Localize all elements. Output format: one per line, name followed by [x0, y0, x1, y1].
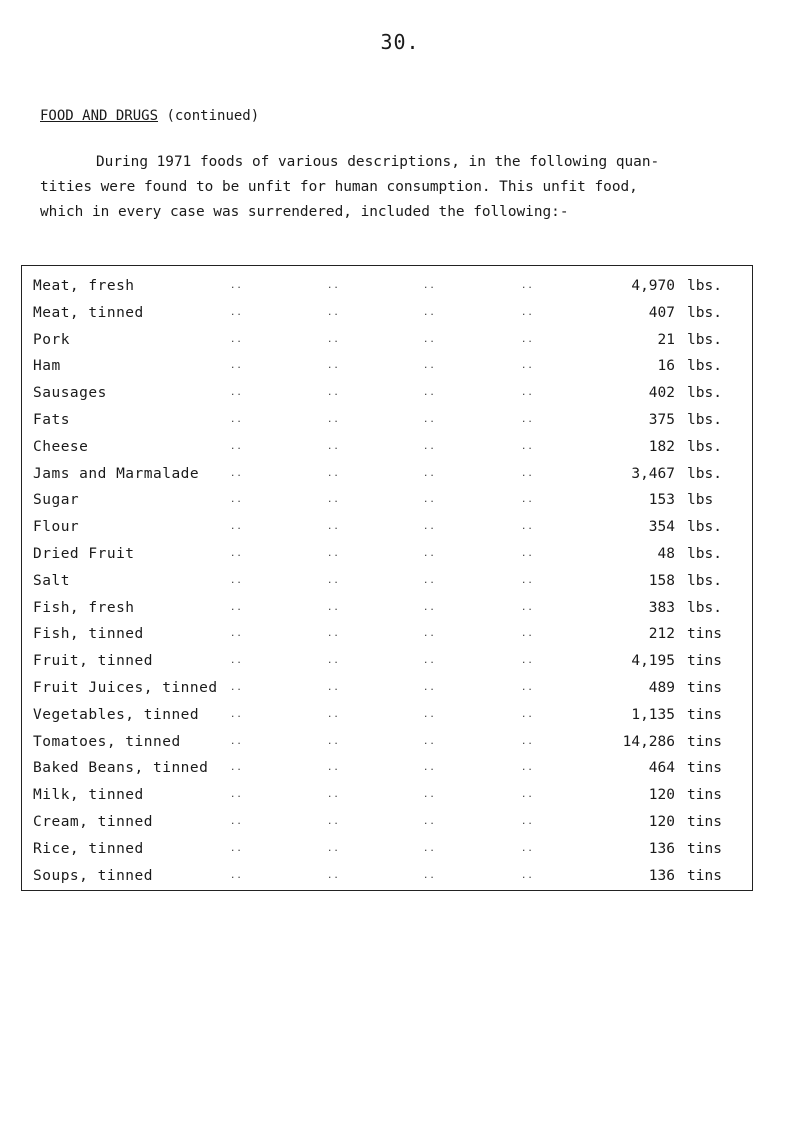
dot-leader: ..: [230, 870, 243, 881]
item-name: Fish, tinned: [33, 626, 144, 643]
dot-leader: ..: [423, 361, 436, 372]
dot-leader: ..: [230, 549, 243, 559]
item-quantity: 402: [648, 385, 675, 402]
dot-leader: ..: [230, 361, 243, 372]
dot-leader: ..: [230, 683, 243, 693]
item-name: Baked Beans, tinned: [33, 760, 209, 777]
item-quantity: 3,467: [631, 465, 675, 482]
dot-leader: ..: [327, 307, 340, 318]
item-name: Cheese: [33, 438, 89, 455]
item-quantity: 120: [648, 787, 675, 804]
table-row: [22, 354, 752, 378]
item-name: Cream, tinned: [33, 814, 153, 830]
item-unit: tins: [687, 867, 722, 884]
dot-leader: ..: [423, 790, 436, 801]
item-quantity: 48: [657, 546, 675, 562]
dot-leader: ..: [521, 522, 534, 533]
dot-leader: ..: [327, 441, 340, 452]
item-unit: lbs.: [687, 519, 722, 536]
dot-leader: ..: [423, 441, 436, 452]
dot-leader: ..: [230, 709, 243, 720]
item-unit: tins: [687, 814, 722, 830]
dot-leader: ..: [521, 817, 534, 827]
item-quantity: 464: [648, 760, 675, 777]
item-name: Jams and Marmalade: [33, 465, 200, 482]
dot-leader: ..: [230, 495, 243, 506]
dot-leader: ..: [327, 843, 340, 854]
dot-leader: ..: [521, 388, 534, 399]
item-quantity: 14,286: [622, 733, 675, 750]
item-quantity: 182: [648, 438, 675, 455]
dot-leader: ..: [521, 736, 534, 747]
dot-leader: ..: [423, 763, 436, 774]
dot-leader: ..: [521, 281, 534, 291]
item-unit: lbs.: [687, 412, 722, 428]
item-quantity: 120: [648, 814, 675, 830]
dot-leader: ..: [423, 602, 436, 613]
item-name: Pork: [33, 331, 70, 348]
item-name: Meat, fresh: [33, 278, 135, 294]
item-unit: tins: [687, 626, 722, 643]
item-quantity: 136: [648, 840, 675, 857]
dot-leader: ..: [423, 495, 436, 506]
dot-leader: ..: [521, 870, 534, 881]
dot-leader: ..: [423, 736, 436, 747]
dot-leader: ..: [230, 307, 243, 318]
dot-leader: ..: [521, 656, 534, 667]
dot-leader: ..: [230, 843, 243, 854]
item-unit: tins: [687, 787, 722, 804]
table-row: [22, 274, 752, 298]
item-unit: lbs.: [687, 438, 722, 455]
item-quantity: 21: [657, 331, 675, 348]
item-name: Flour: [33, 519, 80, 536]
dot-leader: ..: [230, 629, 243, 640]
intro-line: which in every case was surrendered, included the following:-: [40, 204, 569, 220]
item-name: Dried Fruit: [33, 546, 135, 562]
item-unit: tins: [687, 706, 722, 723]
dot-leader: ..: [521, 683, 534, 693]
item-quantity: 212: [648, 626, 675, 643]
dot-leader: ..: [230, 334, 243, 345]
dot-leader: ..: [327, 495, 340, 506]
item-unit: lbs.: [687, 278, 722, 294]
item-unit: lbs.: [687, 385, 722, 402]
dot-leader: ..: [230, 522, 243, 533]
dot-leader: ..: [327, 602, 340, 613]
table-row: [22, 381, 752, 405]
page-number: 30.: [380, 30, 420, 54]
item-unit: tins: [687, 760, 722, 777]
table-row: [22, 488, 752, 512]
dot-leader: ..: [230, 441, 243, 452]
item-quantity: 4,195: [631, 653, 675, 670]
section-heading-suffix: (continued): [166, 108, 260, 124]
dot-leader: ..: [423, 388, 436, 399]
item-name: Fish, fresh: [33, 599, 135, 616]
item-quantity: 1,135: [631, 706, 675, 723]
item-unit: lbs.: [687, 304, 722, 321]
dot-leader: ..: [423, 307, 436, 318]
dot-leader: ..: [230, 790, 243, 801]
dot-leader: ..: [327, 334, 340, 345]
table-row: [22, 328, 752, 352]
dot-leader: ..: [230, 736, 243, 747]
item-name: Soups, tinned: [33, 867, 153, 884]
dot-leader: ..: [521, 307, 534, 318]
dot-leader: ..: [423, 334, 436, 345]
item-name: Meat, tinned: [33, 304, 144, 321]
dot-leader: ..: [521, 549, 534, 559]
dot-leader: ..: [230, 468, 243, 479]
dot-leader: ..: [230, 602, 243, 613]
intro-paragraph: [40, 150, 760, 225]
item-name: Sugar: [33, 492, 80, 509]
item-unit: tins: [687, 653, 722, 670]
dot-leader: ..: [230, 817, 243, 827]
dot-leader: ..: [423, 656, 436, 667]
dot-leader: ..: [327, 468, 340, 479]
dot-leader: ..: [327, 817, 340, 827]
dot-leader: ..: [521, 629, 534, 640]
item-quantity: 489: [648, 680, 675, 696]
item-unit: lbs.: [687, 546, 722, 562]
dot-leader: ..: [327, 549, 340, 559]
dot-leader: ..: [423, 709, 436, 720]
table-row: [22, 676, 752, 700]
item-quantity: 407: [648, 304, 675, 321]
dot-leader: ..: [521, 415, 534, 425]
dot-leader: ..: [521, 790, 534, 801]
dot-leader: ..: [423, 683, 436, 693]
dot-leader: ..: [521, 441, 534, 452]
item-quantity: 136: [648, 867, 675, 884]
item-name: Fats: [33, 412, 70, 428]
item-name: Fruit, tinned: [33, 653, 153, 670]
table-row: [22, 864, 752, 888]
unfit-food-table: [21, 265, 753, 891]
dot-leader: ..: [521, 763, 534, 774]
intro-line: During 1971 foods of various descriptions, in the following quan-: [96, 154, 660, 170]
dot-leader: ..: [423, 549, 436, 559]
section-heading: [40, 108, 259, 124]
item-unit: lbs.: [687, 572, 722, 589]
dot-leader: ..: [230, 656, 243, 667]
item-unit: lbs.: [687, 465, 722, 482]
item-quantity: 153: [648, 492, 675, 509]
dot-leader: ..: [521, 575, 534, 586]
dot-leader: ..: [521, 843, 534, 854]
dot-leader: ..: [423, 629, 436, 640]
intro-line: tities were found to be unfit for human consumption. This unfit food,: [40, 179, 638, 195]
dot-leader: ..: [423, 870, 436, 881]
dot-leader: ..: [230, 415, 243, 425]
table-row: [22, 810, 752, 834]
dot-leader: ..: [327, 736, 340, 747]
table-row: [22, 408, 752, 432]
dot-leader: ..: [327, 790, 340, 801]
dot-leader: ..: [521, 709, 534, 720]
dot-leader: ..: [423, 843, 436, 854]
dot-leader: ..: [423, 575, 436, 586]
item-quantity: 354: [648, 519, 675, 536]
dot-leader: ..: [423, 415, 436, 425]
item-quantity: 383: [648, 599, 675, 616]
item-quantity: 16: [657, 358, 675, 375]
table-row: [22, 542, 752, 566]
section-heading-title: FOOD AND DRUGS: [40, 108, 159, 124]
dot-leader: ..: [423, 468, 436, 479]
dot-leader: ..: [230, 575, 243, 586]
dot-leader: ..: [327, 388, 340, 399]
dot-leader: ..: [327, 683, 340, 693]
dot-leader: ..: [423, 522, 436, 533]
dot-leader: ..: [327, 281, 340, 291]
item-unit: tins: [687, 840, 722, 857]
item-name: Rice, tinned: [33, 840, 144, 857]
dot-leader: ..: [327, 522, 340, 533]
dot-leader: ..: [521, 468, 534, 479]
item-unit: tins: [687, 733, 722, 750]
dot-leader: ..: [230, 388, 243, 399]
table-row: [22, 756, 752, 780]
dot-leader: ..: [521, 361, 534, 372]
dot-leader: ..: [521, 602, 534, 613]
item-unit: lbs.: [687, 358, 722, 375]
item-unit: lbs: [687, 492, 714, 509]
item-unit: lbs.: [687, 599, 722, 616]
dot-leader: ..: [521, 334, 534, 345]
dot-leader: ..: [327, 763, 340, 774]
item-name: Ham: [33, 358, 61, 375]
item-name: Sausages: [33, 385, 107, 402]
item-name: Fruit Juices, tinned: [33, 680, 218, 696]
dot-leader: ..: [327, 629, 340, 640]
dot-leader: ..: [327, 575, 340, 586]
item-name: Salt: [33, 572, 70, 589]
item-quantity: 375: [648, 412, 675, 428]
dot-leader: ..: [327, 361, 340, 372]
dot-leader: ..: [521, 495, 534, 506]
table-row: [22, 622, 752, 646]
item-unit: tins: [687, 680, 722, 696]
dot-leader: ..: [327, 709, 340, 720]
table-row: [22, 462, 752, 486]
item-name: Milk, tinned: [33, 787, 144, 804]
table-row: [22, 703, 752, 727]
table-row: [22, 837, 752, 861]
dot-leader: ..: [327, 415, 340, 425]
item-name: Vegetables, tinned: [33, 706, 200, 723]
item-unit: lbs.: [687, 331, 722, 348]
item-quantity: 4,970: [631, 278, 675, 294]
dot-leader: ..: [423, 281, 436, 291]
dot-leader: ..: [230, 281, 243, 291]
table-row: [22, 435, 752, 459]
table-row: [22, 596, 752, 620]
table-row: [22, 301, 752, 325]
dot-leader: ..: [423, 817, 436, 827]
dot-leader: ..: [230, 763, 243, 774]
item-quantity: 158: [648, 572, 675, 589]
table-row: [22, 783, 752, 807]
table-row: [22, 649, 752, 673]
table-row: [22, 515, 752, 539]
dot-leader: ..: [327, 870, 340, 881]
item-name: Tomatoes, tinned: [33, 733, 181, 750]
table-row: [22, 569, 752, 593]
dot-leader: ..: [327, 656, 340, 667]
table-row: [22, 730, 752, 754]
